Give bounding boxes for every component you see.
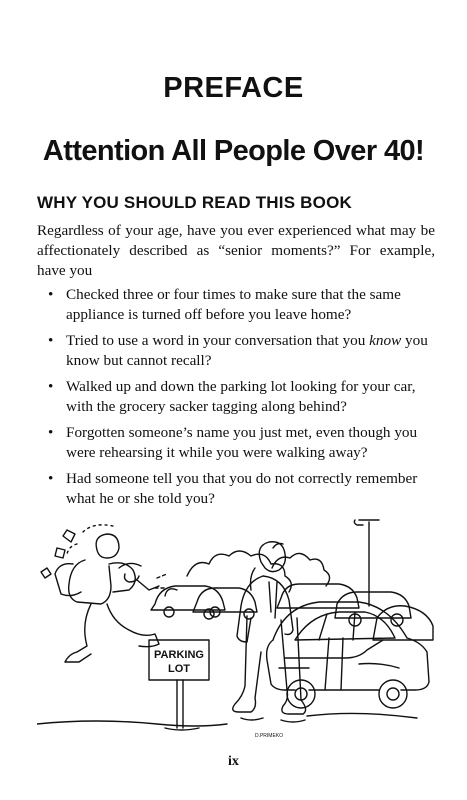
artist-signature: D.PRIMEKO <box>254 733 284 739</box>
bullet-text: Walked up and down the parking lot looking for your car, with the grocery sacker tagging along behind? <box>66 378 416 415</box>
page-number: ix <box>228 754 239 769</box>
bullet-text: Forgotten someone’s name you just met, even though you were rehearsing it while you were walking away? <box>66 424 418 461</box>
bullet-icon: • <box>48 424 54 441</box>
bullet-list <box>48 285 435 515</box>
bullet-text: Checked three or four times to make sure that the same appliance is turned off before you leave home? <box>66 286 401 323</box>
bullet-item <box>48 423 435 463</box>
bullet-icon: • <box>48 332 54 349</box>
bullet-text-after: you know but cannot recall? <box>66 332 428 369</box>
sign-text-parking: PARKING <box>154 649 204 661</box>
bullet-item <box>48 285 435 325</box>
bullet-icon: • <box>48 470 54 487</box>
parking-lot-illustration <box>37 508 437 740</box>
bullet-item <box>48 331 435 371</box>
chapter-label: PREFACE <box>163 72 304 104</box>
bullet-icon: • <box>48 378 54 395</box>
bullet-emphasis: know <box>369 332 402 349</box>
section-heading: WHY YOU SHOULD READ THIS BOOK <box>37 193 352 212</box>
bullet-text-before: Tried to use a word in your conversation that you <box>66 332 370 349</box>
sign-text-lot: LOT <box>168 663 190 675</box>
bullet-item <box>48 469 435 509</box>
chapter-title: Attention All People Over 40! <box>42 135 425 167</box>
bullet-item <box>48 377 435 417</box>
intro-paragraph: Regardless of your age, have you ever experienced what may be affectionately described as “senior moments?” For example, have you <box>37 222 435 279</box>
bullet-icon: • <box>48 286 54 303</box>
bullet-text: Had someone tell you that you do not correctly remember what he or she told you? <box>66 470 418 507</box>
